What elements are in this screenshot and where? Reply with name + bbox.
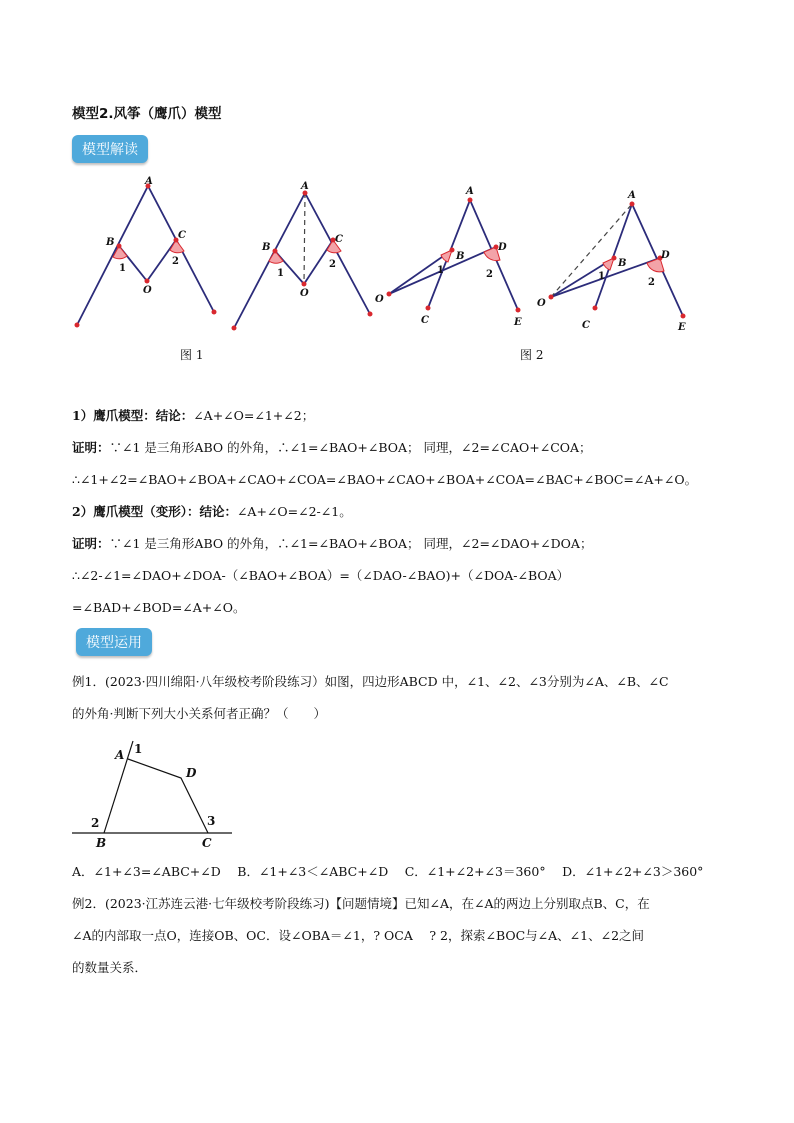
model1-proof-line2: ∴∠1+∠2=∠BAO+∠BOA+∠CAO+∠COA=∠BAO+∠CAO+∠BOA+∠COA=∠BAC+∠BOC=∠A+∠O。 xyxy=(72,472,698,487)
svg-text:2: 2 xyxy=(91,816,100,830)
svg-text:2: 2 xyxy=(648,277,655,288)
svg-text:O: O xyxy=(537,298,546,309)
model1-heading: 1）鹰爪模型：结论： xyxy=(72,408,194,423)
svg-text:A: A xyxy=(145,176,153,187)
model2-proof-label: 证明： xyxy=(72,536,110,551)
model2-conclusion: ∠A+∠O=∠2-∠1。 xyxy=(236,504,352,519)
svg-text:D: D xyxy=(186,766,197,780)
model1-conclusion: ∠A+∠O=∠1+∠2； xyxy=(193,408,315,423)
svg-text:A: A xyxy=(115,748,125,762)
svg-text:C: C xyxy=(178,230,186,241)
model2-proof-line3: =∠BAD+∠BOD=∠A+∠O。 xyxy=(72,600,246,615)
example1-line2: 的外角·判断下列大小关系何者正确？（ ） xyxy=(72,706,326,721)
svg-text:A: A xyxy=(628,190,636,201)
svg-text:O: O xyxy=(143,285,152,296)
svg-text:B: B xyxy=(262,242,271,253)
svg-text:C: C xyxy=(202,836,212,850)
svg-text:B: B xyxy=(456,251,465,262)
badge-model-use: 模型运用 xyxy=(76,628,152,656)
fig1b-dashed-ao xyxy=(304,193,305,284)
example2-line2: ∠A的内部取一点O，连接OB、OC．设∠OBA＝∠1，? OCA ? 2，探索∠BOC与∠A、∠1、∠2之间 xyxy=(72,928,645,943)
svg-text:C: C xyxy=(335,234,343,245)
svg-text:E: E xyxy=(678,322,686,333)
svg-text:1: 1 xyxy=(134,742,143,756)
badge-model-read: 模型解读 xyxy=(72,135,148,163)
svg-text:C: C xyxy=(582,320,590,331)
model1-proof-label: 证明： xyxy=(72,440,110,455)
svg-text:2: 2 xyxy=(172,256,179,267)
svg-text:A: A xyxy=(466,186,474,197)
model2-heading-line xyxy=(72,502,352,520)
section-title: 模型2.风筝（鹰爪）模型 xyxy=(72,106,222,122)
kite-figures xyxy=(0,170,794,340)
model1-heading-line xyxy=(72,406,314,424)
svg-text:C: C xyxy=(421,315,429,326)
svg-text:D: D xyxy=(498,242,507,253)
svg-text:2: 2 xyxy=(329,259,336,270)
example2-line3: 的数量关系． xyxy=(72,960,148,975)
svg-text:B: B xyxy=(618,258,627,269)
model1-proof-line1 xyxy=(72,438,592,456)
model1-proof1: ∵∠1 是三角形ABO 的外角，∴∠1=∠BAO+∠BOA； 同理，∠2=∠CAO+∠COA； xyxy=(109,440,592,455)
example1-options: A．∠1+∠3=∠ABC+∠D B．∠1+∠3＜∠ABC+∠D C．∠1+∠2+∠3＝360° D．∠1+∠2+∠3＞360° xyxy=(72,864,704,879)
svg-text:1: 1 xyxy=(437,265,444,276)
svg-text:D: D xyxy=(661,250,670,261)
svg-text:O: O xyxy=(300,288,309,299)
example2-line1: 例2．(2023·江苏连云港·七年级校考阶段练习)【问题情境】已知∠A，在∠A的两边上分别取点B、C，在 xyxy=(72,896,650,911)
svg-text:E: E xyxy=(514,317,522,328)
svg-text:1: 1 xyxy=(277,268,284,279)
fig2b-outer-lines xyxy=(595,204,683,316)
fig1b-outer-lines xyxy=(234,193,370,328)
figure1-caption: 图 1 xyxy=(180,348,204,362)
svg-text:B: B xyxy=(96,836,107,850)
svg-text:B: B xyxy=(106,237,115,248)
example1-line1: 例1．(2023·四川绵阳·八年级校考阶段练习）如图，四边形ABCD 中，∠1、∠2、∠3分别为∠A、∠B、∠C xyxy=(72,674,669,689)
model2-proof-line1 xyxy=(72,534,592,552)
svg-text:O: O xyxy=(375,294,384,305)
svg-text:3: 3 xyxy=(207,814,216,828)
quadrilateral-figure xyxy=(60,735,240,855)
svg-text:A: A xyxy=(301,181,309,192)
figure2-caption: 图 2 xyxy=(520,348,544,362)
model2-proof-line2: ∴∠2-∠1=∠DAO+∠DOA-（∠BAO+∠BOA）=（∠DAO-∠BAO)+（∠DOA-∠BOA） xyxy=(72,568,570,583)
fig1a-outer-lines xyxy=(77,186,214,325)
fig1a-inner-lines xyxy=(119,240,176,281)
model2-proof1: ∵∠1 是三角形ABO 的外角，∴∠1=∠BAO+∠BOA； 同理，∠2=∠DAO+∠DOA； xyxy=(109,536,593,551)
model2-heading: 2）鹰爪模型（变形）：结论： xyxy=(72,504,237,519)
svg-text:1: 1 xyxy=(119,263,126,274)
svg-text:2: 2 xyxy=(486,269,493,280)
svg-text:1: 1 xyxy=(598,271,605,282)
